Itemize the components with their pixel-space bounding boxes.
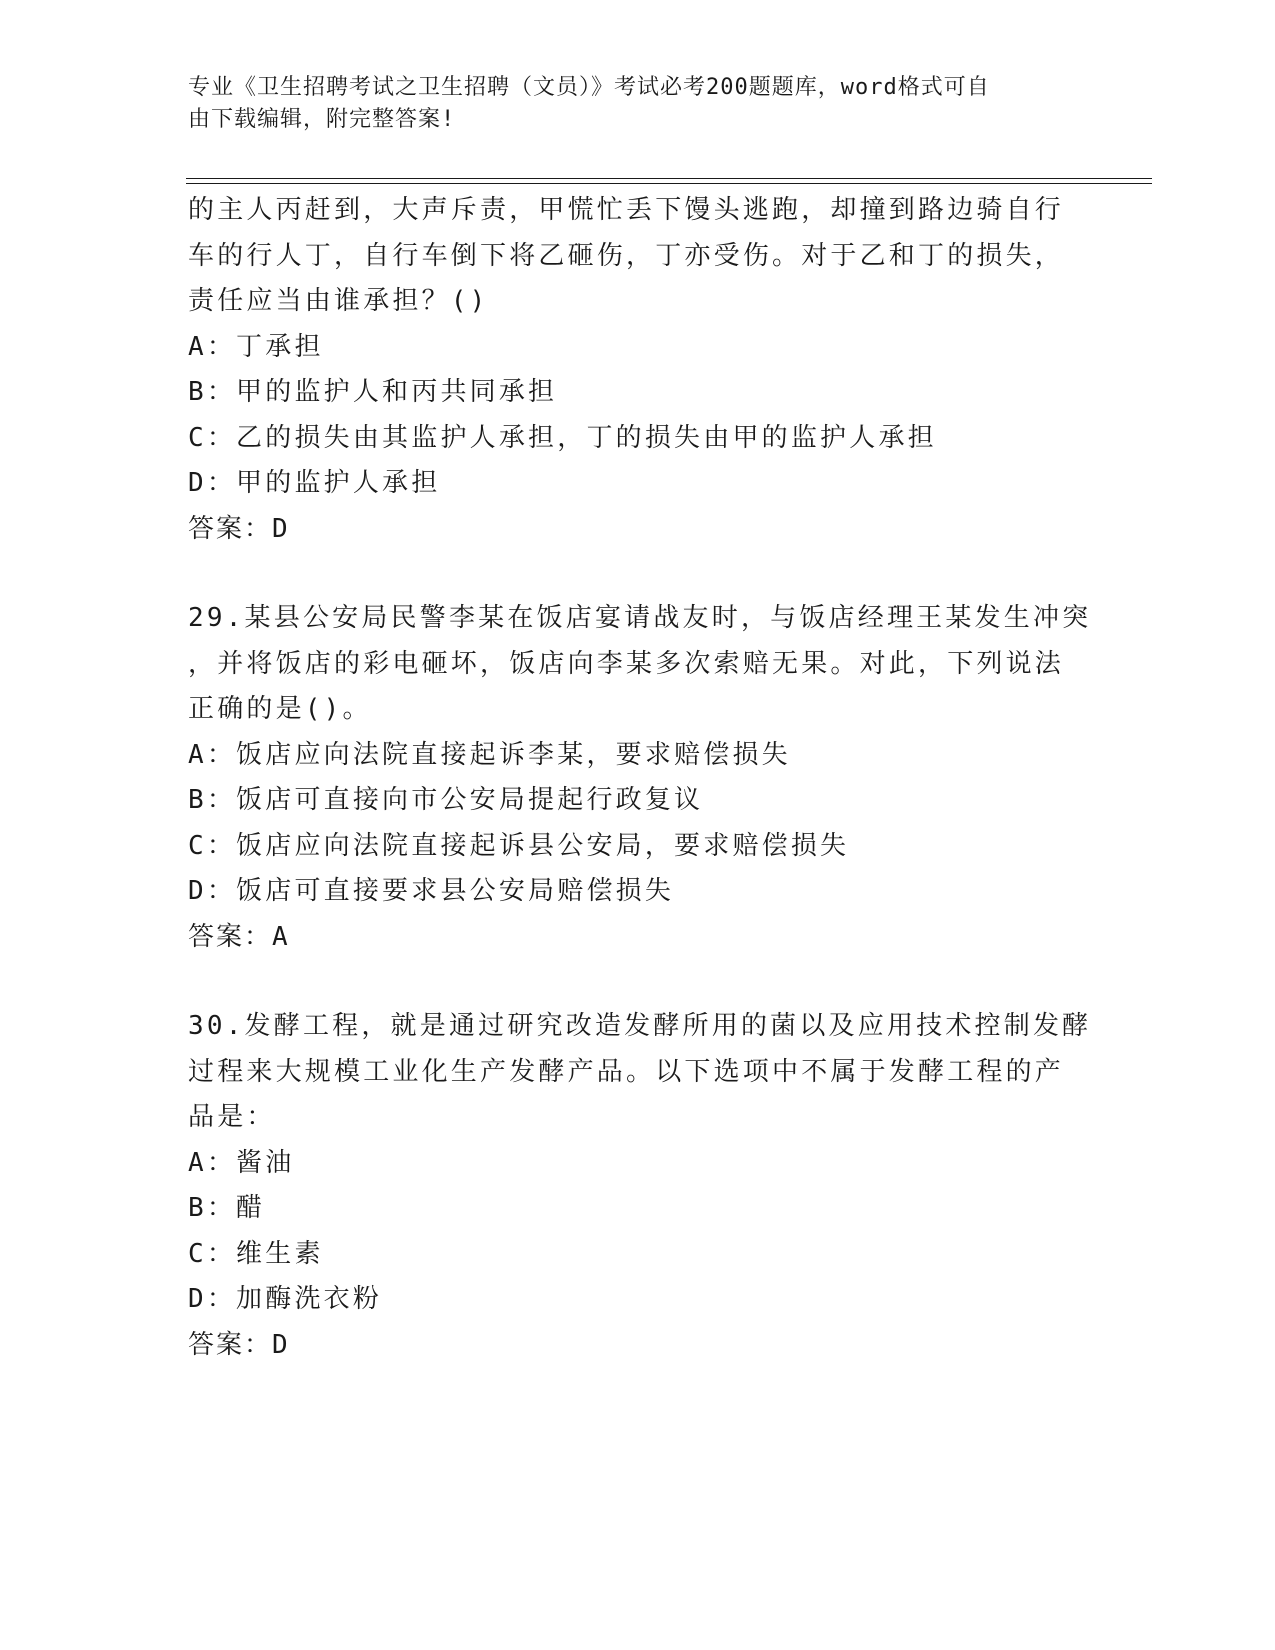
option-b: B：饭店可直接向市公安局提起行政复议 [188, 785, 704, 815]
question-spacer [188, 552, 1088, 596]
option-b: B：醋 [188, 1193, 266, 1223]
question-stem-line: 过程来大规模工业化生产发酵产品。以下选项中不属于发酵工程的产 [188, 1056, 1065, 1087]
question-stem-line: 30.发酵工程，就是通过研究改造发酵所用的菌以及应用技术控制发酵 [188, 1011, 1092, 1041]
question-28 [188, 188, 1088, 552]
option-a: A：酱油 [188, 1147, 295, 1178]
option-c: C：饭店应向法院直接起诉县公安局，要求赔偿损失 [188, 830, 850, 861]
option-a: A：饭店应向法院直接起诉李某，要求赔偿损失 [188, 739, 791, 770]
question-list [188, 188, 1092, 1368]
option-a: A：丁承担 [188, 331, 324, 362]
option-d: D：甲的监护人承担 [188, 468, 441, 498]
option-c: C：维生素 [188, 1238, 324, 1269]
header-line-2: 由下载编辑，附完整答案! [188, 107, 456, 132]
question-stem-line: 车的行人丁，自行车倒下将乙砸伤，丁亦受伤。对于乙和丁的损失， [188, 240, 1065, 271]
question-stem-line: 的主人丙赶到，大声斥责，甲慌忙丢下馒头逃跑，却撞到路边骑自行 [188, 195, 1065, 225]
question-stem-line: ，并将饭店的彩电砸坏，饭店向李某多次索赔无果。对此，下列说法 [188, 648, 1065, 679]
question-stem-line: 29.某县公安局民警李某在饭店宴请战友时，与饭店经理王某发生冲突 [188, 603, 1092, 633]
question-stem-line: 责任应当由谁承担？() [188, 286, 489, 316]
answer-line: 答案：D [188, 513, 290, 544]
page-header [188, 72, 1068, 136]
question-stem-line: 品是： [188, 1102, 276, 1132]
option-b: B：甲的监护人和丙共同承担 [188, 377, 558, 407]
header-divider-bottom [186, 183, 1152, 184]
answer-line: 答案：A [188, 921, 290, 952]
header-divider-top [186, 178, 1152, 179]
question-29 [188, 596, 1092, 960]
question-spacer [188, 960, 1088, 1004]
header-line-1: 专业《卫生招聘考试之卫生招聘（文员）》考试必考200题题库，word格式可自 [188, 75, 990, 100]
option-d: D：加酶洗衣粉 [188, 1284, 383, 1314]
option-d: D：饭店可直接要求县公安局赔偿损失 [188, 876, 675, 906]
question-30 [188, 1004, 1092, 1368]
option-c: C：乙的损失由其监护人承担，丁的损失由甲的监护人承担 [188, 422, 937, 453]
question-stem-line: 正确的是()。 [188, 694, 372, 724]
answer-line: 答案：D [188, 1329, 290, 1360]
